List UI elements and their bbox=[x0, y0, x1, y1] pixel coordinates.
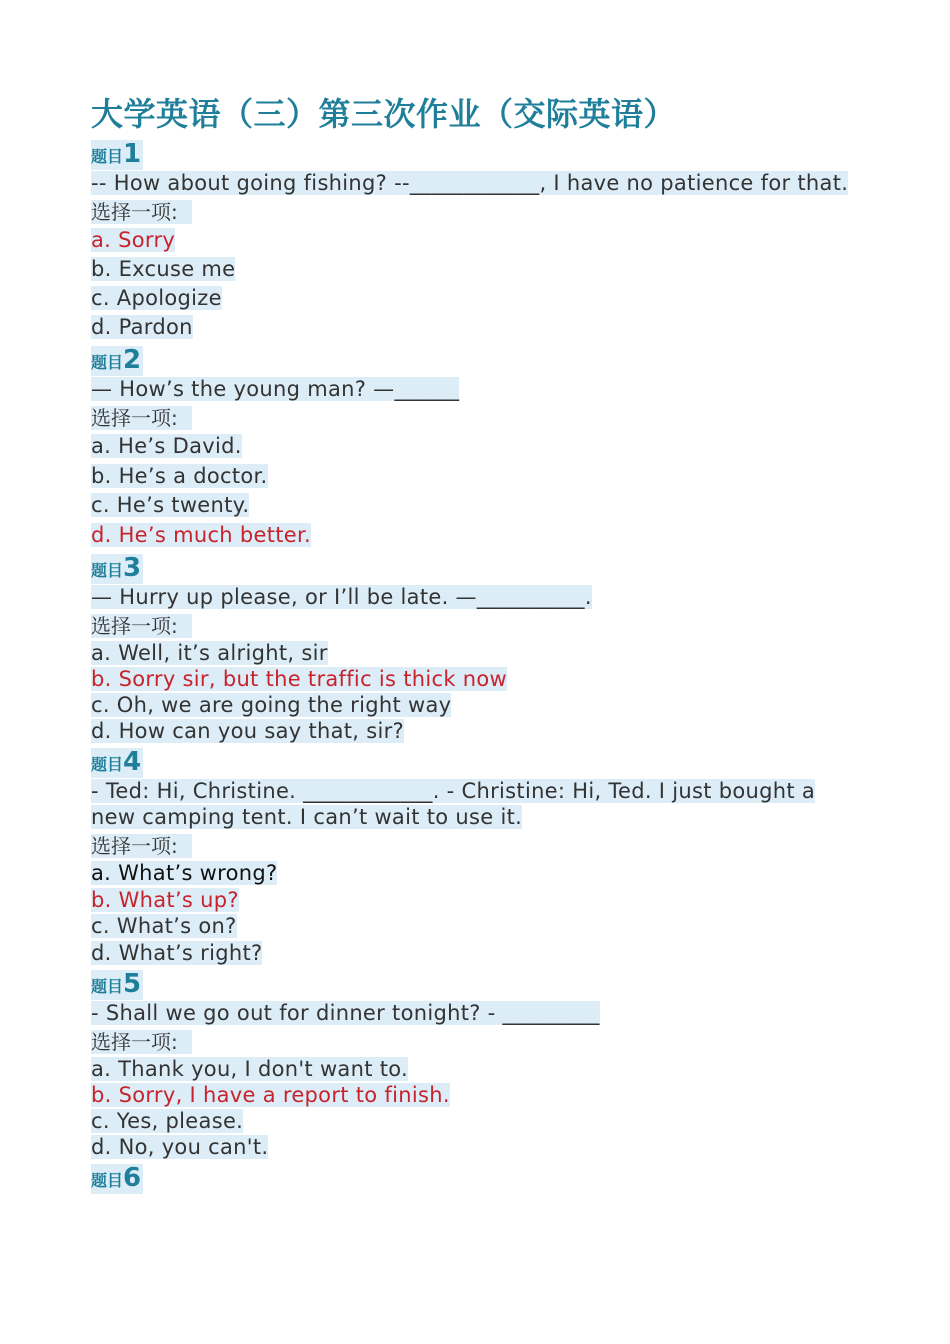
question-heading bbox=[91, 970, 143, 1000]
option-c[interactable]: c. What’s on? bbox=[91, 914, 237, 939]
question-6 bbox=[91, 1164, 861, 1194]
question-heading bbox=[91, 554, 143, 584]
question-label: 题目 bbox=[91, 561, 124, 581]
choose-prompt: 选择一项: bbox=[91, 1028, 861, 1056]
question-text: — How’s the young man? —______ bbox=[91, 377, 460, 401]
question-heading bbox=[91, 346, 143, 376]
question-text: -- How about going fishing? --____________, I have no patience for that. bbox=[91, 171, 849, 195]
option-d[interactable]: d. He’s much better. bbox=[91, 522, 311, 547]
question-number: 3 bbox=[123, 553, 142, 584]
question-2 bbox=[91, 346, 861, 550]
choose-prompt: 选择一项: bbox=[91, 404, 861, 432]
option-a[interactable]: a. Well, it’s alright, sir bbox=[91, 641, 328, 666]
question-label: 题目 bbox=[91, 353, 124, 372]
option-a[interactable]: a. What’s wrong? bbox=[91, 861, 278, 886]
option-b[interactable]: b. Sorry, I have a report to finish. bbox=[91, 1083, 450, 1108]
question-number: 1 bbox=[123, 139, 142, 169]
question-number: 6 bbox=[123, 1163, 142, 1194]
question-number: 5 bbox=[123, 969, 142, 1000]
option-c[interactable]: c. Oh, we are going the right way bbox=[91, 693, 452, 718]
option-c[interactable]: c. Yes, please. bbox=[91, 1109, 244, 1134]
question-3 bbox=[91, 554, 861, 744]
question-text: — Hurry up please, or I’ll be late. —__________. bbox=[91, 585, 592, 610]
question-heading bbox=[91, 1164, 143, 1194]
choose-prompt: 选择一项: bbox=[91, 612, 861, 640]
option-c[interactable]: c. Apologize bbox=[91, 286, 222, 310]
question-label: 题目 bbox=[91, 1171, 124, 1191]
option-a[interactable]: a. He’s David. bbox=[91, 434, 242, 458]
option-d[interactable]: d. What’s right? bbox=[91, 940, 263, 965]
question-text: - Ted: Hi, Christine. ____________. - Christine: Hi, Ted. I just bought a new camping tent. I can’t wait to use it. bbox=[91, 779, 816, 830]
option-d[interactable]: d. Pardon bbox=[91, 315, 193, 339]
question-text: - Shall we go out for dinner tonight? - _________ bbox=[91, 1001, 600, 1026]
option-b[interactable]: b. He’s a doctor. bbox=[91, 463, 268, 488]
question-label: 题目 bbox=[91, 977, 124, 997]
question-1 bbox=[91, 140, 861, 342]
question-number: 2 bbox=[123, 345, 142, 375]
document-page bbox=[91, 92, 861, 1198]
option-a[interactable]: a. Thank you, I don't want to. bbox=[91, 1057, 408, 1082]
option-b[interactable]: b. Sorry sir, but the traffic is thick now bbox=[91, 667, 508, 692]
option-b[interactable]: b. Excuse me bbox=[91, 257, 236, 281]
option-b[interactable]: b. What’s up? bbox=[91, 887, 239, 912]
question-label: 题目 bbox=[91, 147, 124, 166]
question-5 bbox=[91, 970, 861, 1160]
option-d[interactable]: d. How can you say that, sir? bbox=[91, 719, 404, 744]
option-d[interactable]: d. No, you can't. bbox=[91, 1135, 269, 1160]
option-c[interactable]: c. He’s twenty. bbox=[91, 493, 250, 518]
question-label: 题目 bbox=[91, 755, 124, 775]
question-heading bbox=[91, 748, 143, 778]
question-heading bbox=[91, 140, 143, 170]
choose-prompt: 选择一项: bbox=[91, 832, 861, 860]
question-4 bbox=[91, 748, 861, 966]
question-number: 4 bbox=[123, 747, 142, 778]
choose-prompt: 选择一项: bbox=[91, 198, 861, 226]
option-a[interactable]: a. Sorry bbox=[91, 228, 176, 252]
document-title: 大学英语（三）第三次作业（交际英语） bbox=[91, 95, 677, 133]
